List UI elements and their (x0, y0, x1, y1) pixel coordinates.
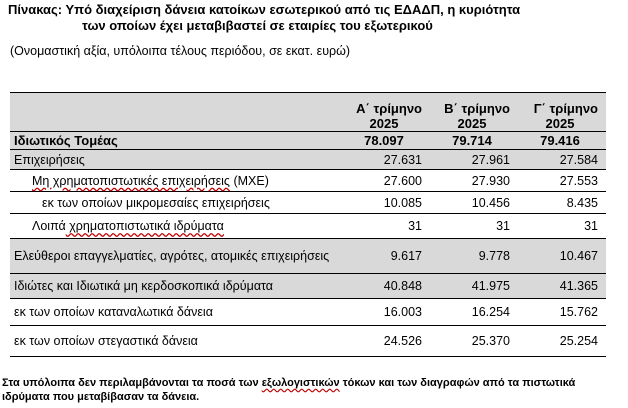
value-q2: 79.714 (430, 132, 518, 150)
value-q2: 27.930 (430, 170, 518, 192)
table-title (8, 2, 618, 34)
value-q3: 8.435 (518, 192, 606, 214)
title-line-2: των οποίων έχει μεταβιβαστεί σε εταιρίες του εξωτερικού (82, 18, 433, 33)
row-label: Ελεύθεροι επαγγελματίες, αγρότες, ατομικές επιχειρήσεις (10, 239, 342, 274)
value-q1: 31 (342, 214, 430, 239)
value-q1: 16.003 (342, 299, 430, 326)
row-label: Λοιπά χρηματοπιστωτικά ιδρύματα (10, 214, 342, 239)
value-q1: 40.848 (342, 274, 430, 299)
table-row-smes (10, 192, 606, 214)
title-line-1: Πίνακας: Υπό διαχείριση δάνεια κατοίκων εσωτερικού από τις ΕΔΑΔΠ, η κυριότητα (8, 2, 521, 17)
value-q1: 27.631 (342, 150, 430, 170)
table-row-housing-loans (10, 326, 606, 357)
value-q1: 78.097 (342, 132, 430, 150)
table-subtitle: (Ονομαστική αξία, υπόλοιπα τέλους περιόδου, σε εκατ. ευρώ) (10, 44, 351, 58)
value-q2: 10.456 (430, 192, 518, 214)
value-q2: 27.961 (430, 150, 518, 170)
header-row (10, 93, 606, 132)
value-q2: 41.975 (430, 274, 518, 299)
value-q3: 79.416 (518, 132, 606, 150)
value-q3: 41.365 (518, 274, 606, 299)
column-header-q3: Γ΄ τρίμηνο 2025 (518, 93, 606, 132)
value-q3: 31 (518, 214, 606, 239)
row-label: Μη χρηματοπιστωτικές επιχειρήσεις (ΜΧΕ) (10, 170, 342, 192)
value-q1: 10.085 (342, 192, 430, 214)
value-q3: 27.553 (518, 170, 606, 192)
row-label: εκ των οποίων στεγαστικά δάνεια (10, 326, 342, 357)
column-header-q2: Β΄ τρίμηνο 2025 (430, 93, 518, 132)
value-q1: 24.526 (342, 326, 430, 357)
value-q1: 27.600 (342, 170, 430, 192)
value-q2: 25.370 (430, 326, 518, 357)
loans-table (10, 92, 606, 357)
value-q2: 31 (430, 214, 518, 239)
value-q1: 9.617 (342, 239, 430, 274)
value-q3: 27.584 (518, 150, 606, 170)
table-row-other-financial-institutions (10, 214, 606, 239)
table-row-private-sector (10, 132, 606, 150)
header-label-cell (10, 93, 342, 132)
table-row-businesses (10, 150, 606, 170)
table-row-non-financial-corporations (10, 170, 606, 192)
row-label: Ιδιώτες και Ιδιωτικά μη κερδοσκοπικά ιδρύματα (10, 274, 342, 299)
footnote: Στα υπόλοιπα δεν περιλαμβάνονται τα ποσά των εξωλογιστικών τόκων και των διαγραφών από τα πιστωτικά ιδρύματα που μεταβίβασαν τα δάνεια. (2, 377, 576, 403)
table-row-consumer-loans (10, 299, 606, 326)
row-label: εκ των οποίων μικρομεσαίες επιχειρήσεις (10, 192, 342, 214)
row-label: εκ των οποίων καταναλωτικά δάνεια (10, 299, 342, 326)
value-q3: 15.762 (518, 299, 606, 326)
value-q3: 25.254 (518, 326, 606, 357)
value-q3: 10.467 (518, 239, 606, 274)
row-label: Ιδιωτικός Τομέας (10, 132, 342, 150)
row-label: Επιχειρήσεις (10, 150, 342, 170)
column-header-q1: Α΄ τρίμηνο 2025 (342, 93, 430, 132)
value-q2: 9.778 (430, 239, 518, 274)
table-row-self-employed (10, 239, 606, 274)
value-q2: 16.254 (430, 299, 518, 326)
table-row-households (10, 274, 606, 299)
